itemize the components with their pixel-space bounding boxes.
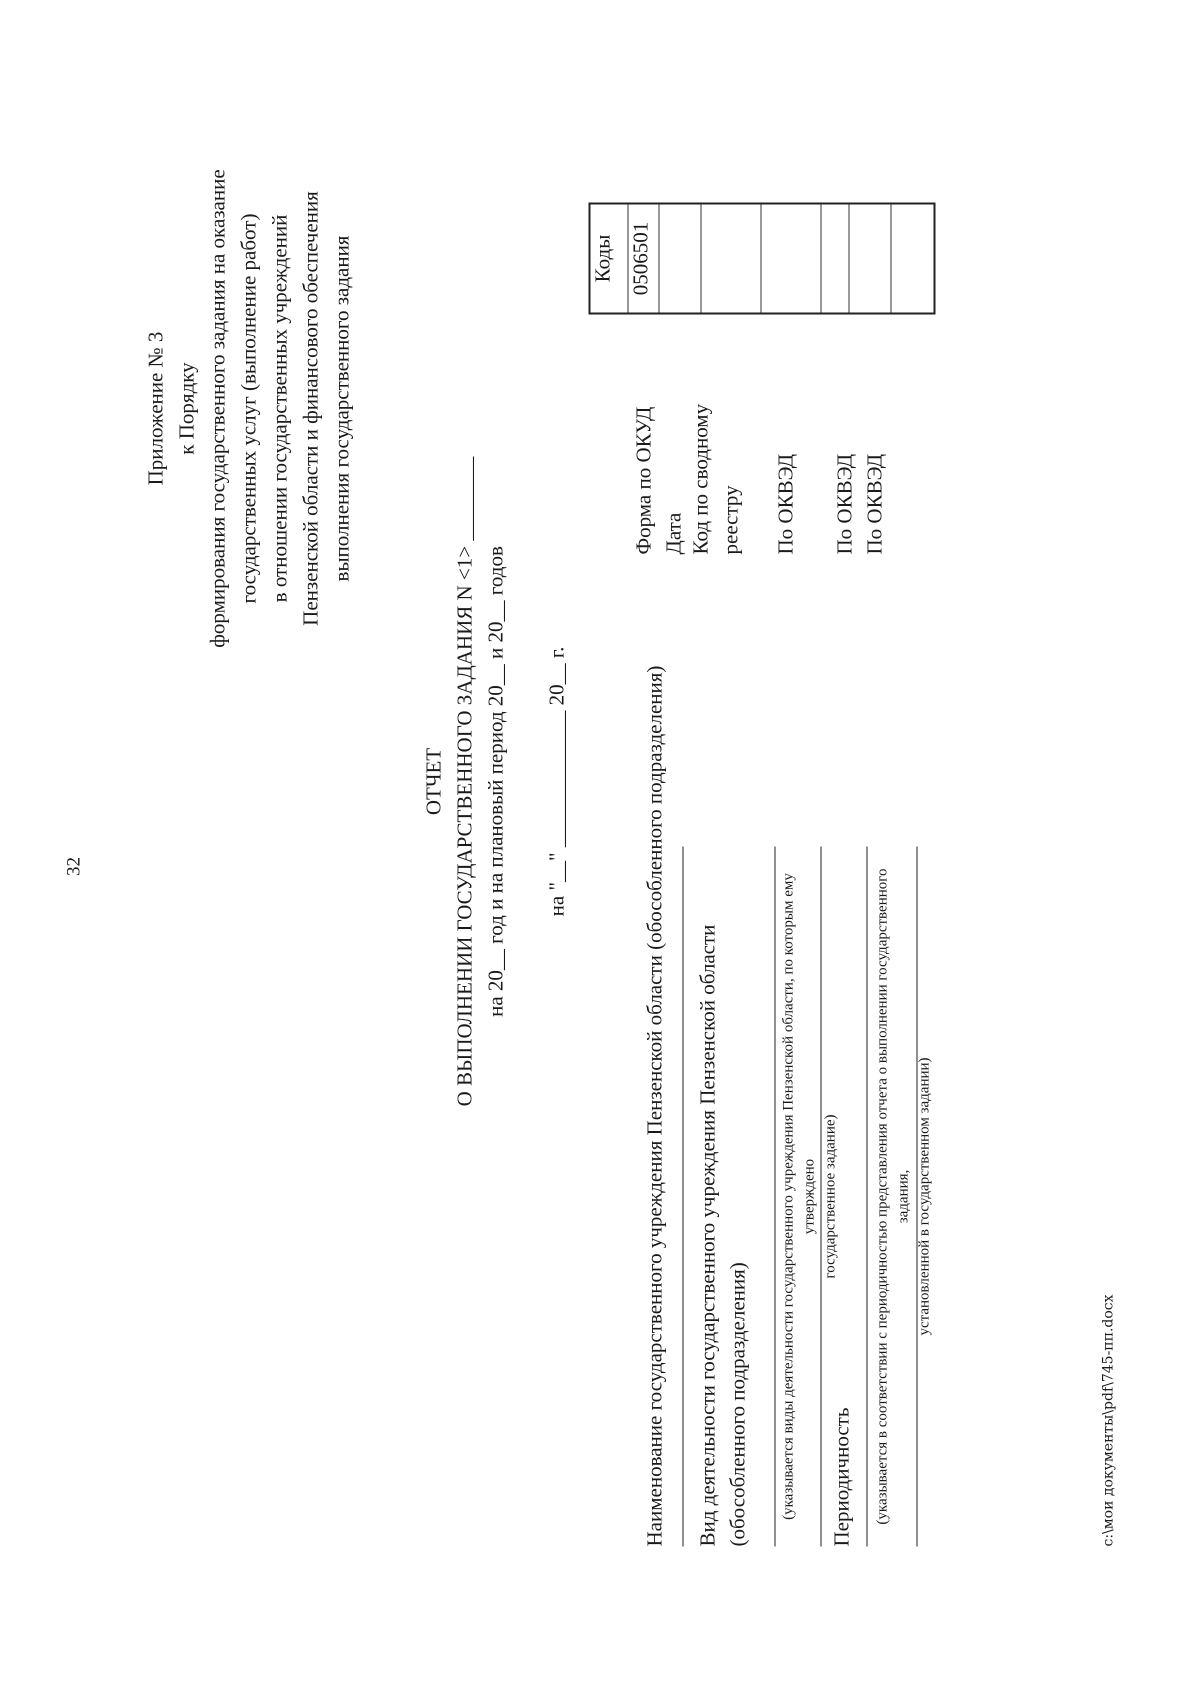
okud-label: Форма по ОКУД bbox=[631, 406, 656, 555]
appendix-line: Пензенской области и финансового обеспечения bbox=[298, 191, 323, 626]
appendix-line: к Порядку bbox=[174, 362, 199, 455]
periodicity-note bbox=[873, 847, 936, 1547]
activity-type-label: Вид деятельности государственного учреждения Пензенской области bbox=[695, 924, 720, 1547]
okved-code-cell bbox=[849, 204, 891, 314]
registry-code-label-cont: реестру bbox=[718, 485, 743, 555]
appendix-line: формирования государственного задания на оказание bbox=[205, 169, 230, 648]
file-path-footer: c:\мои документы\pdf\745-пп.docx bbox=[1100, 1294, 1117, 1547]
report-title bbox=[419, 407, 573, 1157]
okved-label: По ОКВЭД bbox=[773, 453, 798, 555]
activity-type-label-cont: (обособленного подразделения) bbox=[725, 1262, 750, 1547]
okved-code-cell bbox=[761, 204, 821, 314]
institution-name-line bbox=[683, 847, 684, 1547]
institution-name-label: Наименование государственного учреждения Пензенской области (обособленного подразделения) bbox=[642, 665, 667, 1547]
codes-header: Коды bbox=[590, 204, 628, 314]
okved-label: По ОКВЭД bbox=[832, 453, 857, 555]
title-line: на 20__ год и на плановый период 20__ и 20__ годов bbox=[483, 546, 508, 1017]
title-line: О ВЫПОЛНЕНИИ ГОСУДАРСТВЕННОГО ЗАДАНИЯ N <1> ________ bbox=[452, 456, 477, 1107]
codes-table bbox=[589, 203, 936, 315]
periodicity-note-rule bbox=[917, 847, 918, 1547]
registry-code-cell bbox=[701, 204, 761, 314]
periodicity-line bbox=[867, 847, 868, 1547]
activity-type-line bbox=[775, 847, 776, 1547]
appendix-line: выполнения государственного задания bbox=[329, 235, 354, 582]
activity-note-line: (указывается виды деятельности государственного учреждения Пензенской области, по которым ему утверждено bbox=[780, 873, 818, 1520]
activity-note-line: государственное задание) bbox=[822, 1114, 839, 1279]
date-label: Дата bbox=[661, 512, 686, 555]
periodicity-label: Периодичность bbox=[829, 1407, 854, 1547]
title-line: ОТЧЕТ bbox=[421, 747, 446, 816]
okud-code-cell: 0506501 bbox=[628, 204, 659, 314]
appendix-block bbox=[141, 129, 358, 689]
page-number: 32 bbox=[63, 857, 85, 876]
codes-cell bbox=[891, 204, 935, 314]
document-page bbox=[1, 0, 1200, 1697]
report-date-line: на "__" _____________ 20__ г. bbox=[544, 646, 569, 917]
appendix-line: Приложение № 3 bbox=[143, 331, 168, 486]
appendix-line: в отношении государственных учреждений bbox=[267, 214, 292, 603]
registry-code-label: Код по сводному bbox=[688, 403, 713, 555]
periodicity-note-line: (указывается в соответствии с периодичностью представления отчета о выполнении государственного задания, bbox=[874, 868, 912, 1525]
periodicity-note-line: установленной в государственном задании) bbox=[916, 1057, 933, 1336]
appendix-line: государственных услуг (выполнение работ) bbox=[236, 213, 261, 604]
okved-code-cell bbox=[821, 204, 849, 314]
okved-label: По ОКВЭД bbox=[862, 453, 887, 555]
date-cell bbox=[659, 204, 701, 314]
activity-note-line-rule bbox=[821, 847, 822, 1547]
